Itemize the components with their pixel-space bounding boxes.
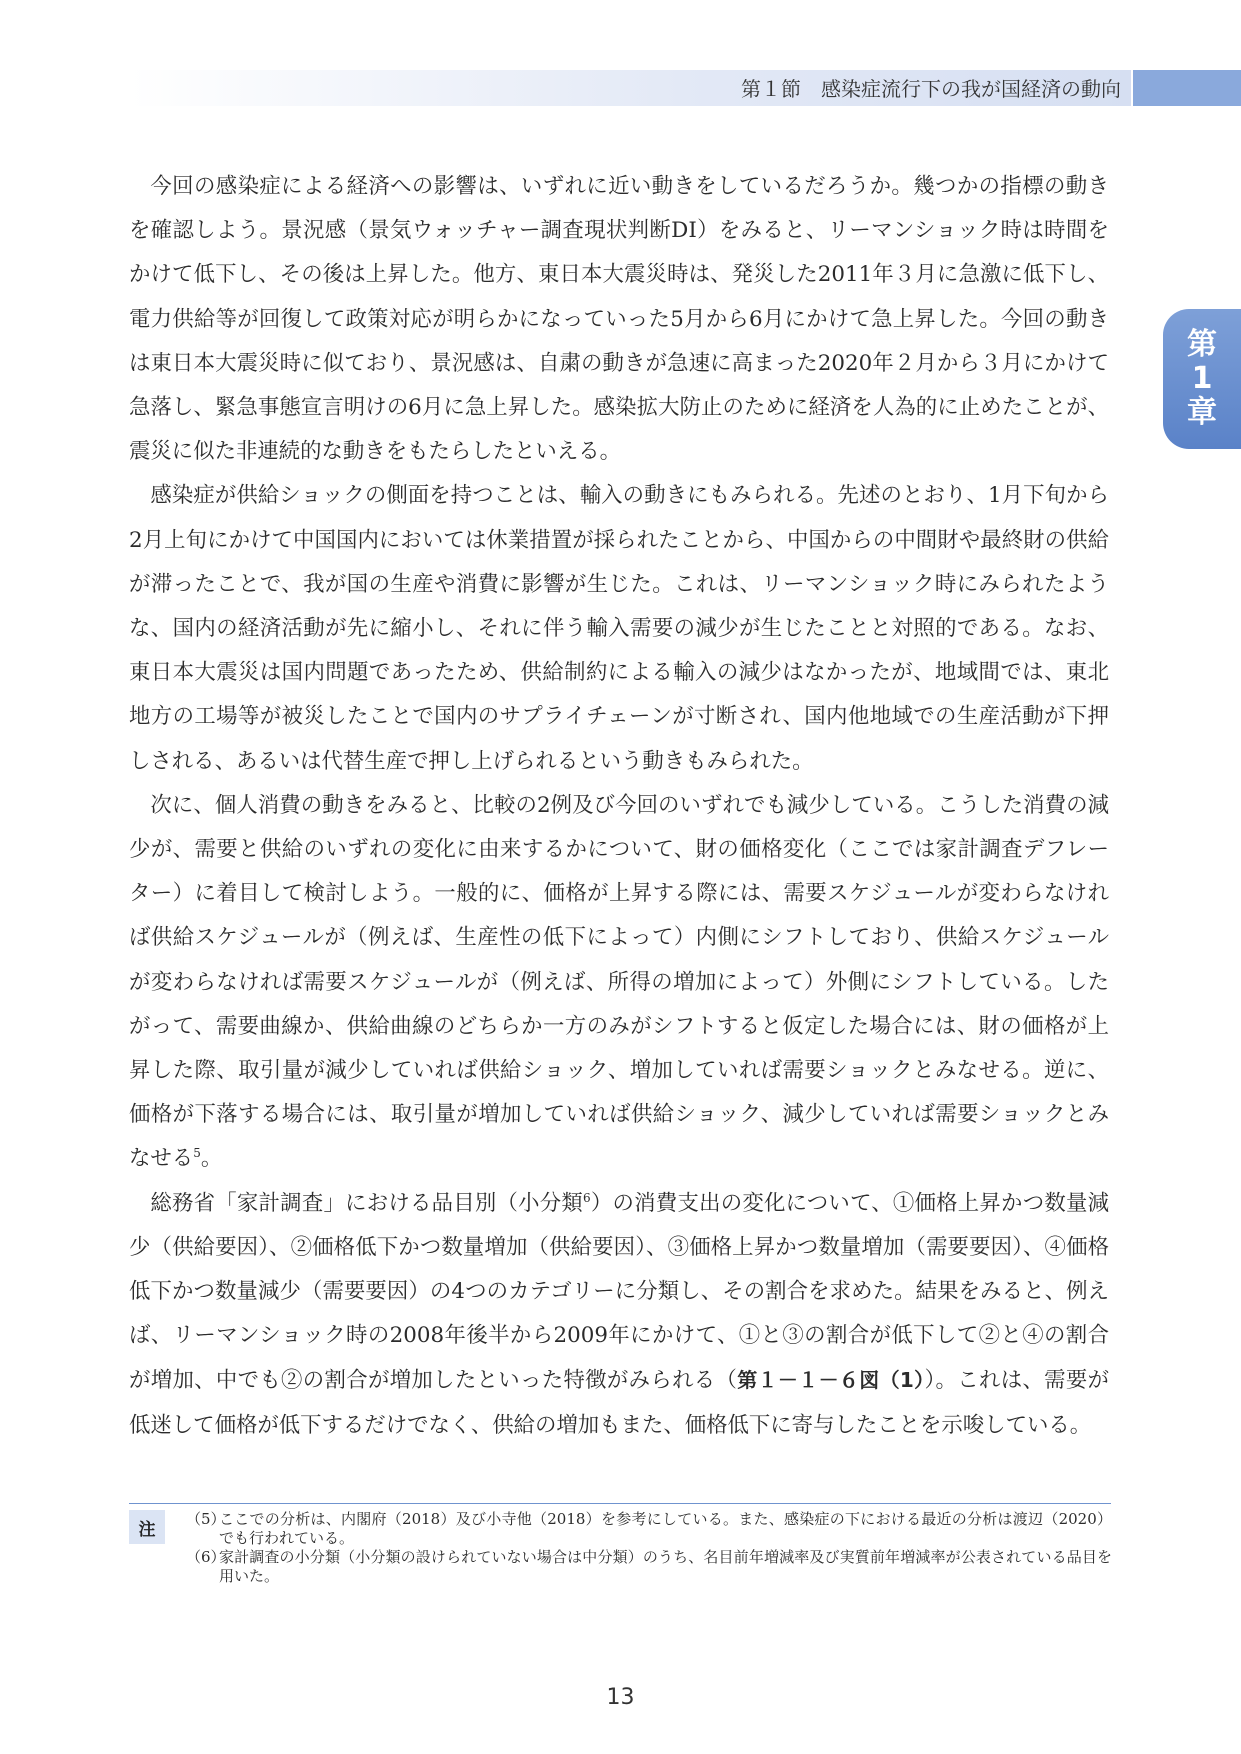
footnote bbox=[186, 1548, 1112, 1586]
footnote-ref: 6 bbox=[583, 1190, 591, 1205]
footnote-number: （6） bbox=[186, 1548, 226, 1566]
paragraph: 感染症が供給ショックの側面を持つことは、輸入の動きにもみられる。先述のとおり、1月下旬から2月上旬にかけて中国国内においては休業措置が採られたことから、中国からの中間財や最終財の供給が滞ったことで、我が国の生産や消費に影響が生じた。これは、リーマンショック時にみられたような、国内の経済活動が先に縮小し、それに伴う輸入需要の減少が生じたことと対照的である。なお、東日本大震災は国内問題であったため、供給制約による輸入の減少はなかったが、地域間では、東北地方の工場等が被災したことで国内のサプライチェーンが寸断され、国内他地域での生産活動が下押しされる、あるいは代替生産で押し上げられるという動きもみられた。 bbox=[129, 483, 1109, 774]
footnote-number: （5） bbox=[186, 1510, 226, 1528]
figure-reference: 第１－１－６図（1） bbox=[737, 1368, 925, 1393]
header-accent-block bbox=[1133, 70, 1241, 106]
chapter-tab bbox=[1163, 309, 1241, 449]
paragraph: 今回の感染症による経済への影響は、いずれに近い動きをしているだろうか。幾つかの指標の動きを確認しよう。景況感（景気ウォッチャー調査現状判断DI）をみると、リーマンショック時は時間をかけて低下し、その後は上昇した。他方、東日本大震災時は、発災した2011年３月に急激に低下し、電力供給等が回復して政策対応が明らかになっていった5月から6月にかけて急上昇した。今回の動きは東日本大震災時に似ており、景況感は、自粛の動きが急速に高まった2020年２月から３月にかけて急落し、緊急事態宣言明けの6月に急上昇した。感染拡大防止のために経済を人為的に止めたことが、震災に似た非連続的な動きをもたらしたといえる。 bbox=[129, 174, 1109, 465]
paragraph bbox=[129, 784, 1109, 1182]
paragraph-text: 次に、個人消費の動きをみると、比較の2例及び今回のいずれでも減少している。こうした消費の減少が、需要と供給のいずれの変化に由来するかについて、財の価格変化（ここでは家計調査デフレーター）に着目して検討しよう。一般的に、価格が上昇する際には、需要スケジュールが変わらなければ供給スケジュールが（例えば、生産性の低下によって）内側にシフトしており、供給スケジュールが変わらなければ需要スケジュールが（例えば、所得の増加によって）外側にシフトしている。したがって、需要曲線か、供給曲線のどちらか一方のみがシフトすると仮定した場合には、財の価格が上昇した際、取引量が減少していれば供給ショック、増加していれば需要ショックとみなせる。逆に、価格が下落する場合には、取引量が増加していれば供給ショック、減少していれば需要ショックとみなせる bbox=[129, 792, 1109, 1172]
footnote bbox=[186, 1510, 1112, 1548]
paragraph-text: ）の消費支出の変化について、①価格上昇かつ数量減少（供給要因）、②価格低下かつ数量増加（供給要因）、③価格上昇かつ数量増加（需要要因）、④価格低下かつ数量減少（需要要因）の4つのカテゴリーに分類し、その割合を求めた。結果をみると、例えば、リーマンショック時の2008年後半から2009年にかけて、①と③の割合が低下して②と④の割合が増加、中でも②の割合が増加したといった特徴がみられる（ bbox=[129, 1190, 1109, 1394]
notes-label: 注 bbox=[129, 1510, 165, 1544]
footnote-ref: 5 bbox=[193, 1146, 201, 1161]
paragraph-end: 。 bbox=[200, 1146, 223, 1172]
paragraph-text: ）。これは、需要が低迷して価格が低下するだけでなく、供給の増加もまた、価格低下に寄与したことを示唆している。 bbox=[129, 1368, 1109, 1438]
footnote-text: ここでの分析は、内閣府（2018）及び小寺他（2018）を参考にしている。また、感染症の下における最近の分析は渡辺（2020）でも行われている。 bbox=[219, 1510, 1112, 1547]
page-number: 13 bbox=[606, 1685, 635, 1710]
footnote-text: 家計調査の小分類（小分類の設けられていない場合は中分類）のうち、名目前年増減率及び実質前年増減率が公表されている品目を用いた。 bbox=[219, 1548, 1112, 1585]
paragraph-text: 総務省「家計調査」における品目別（小分類 bbox=[150, 1190, 584, 1216]
notes-divider bbox=[129, 1503, 1111, 1504]
body-text bbox=[129, 165, 1109, 1448]
paragraph bbox=[129, 1182, 1109, 1448]
section-title: 第１節 感染症流行下の我が国経済の動向 bbox=[741, 77, 1121, 101]
footnotes bbox=[186, 1510, 1112, 1586]
chapter-tab-label: 第1章 bbox=[1187, 327, 1217, 430]
